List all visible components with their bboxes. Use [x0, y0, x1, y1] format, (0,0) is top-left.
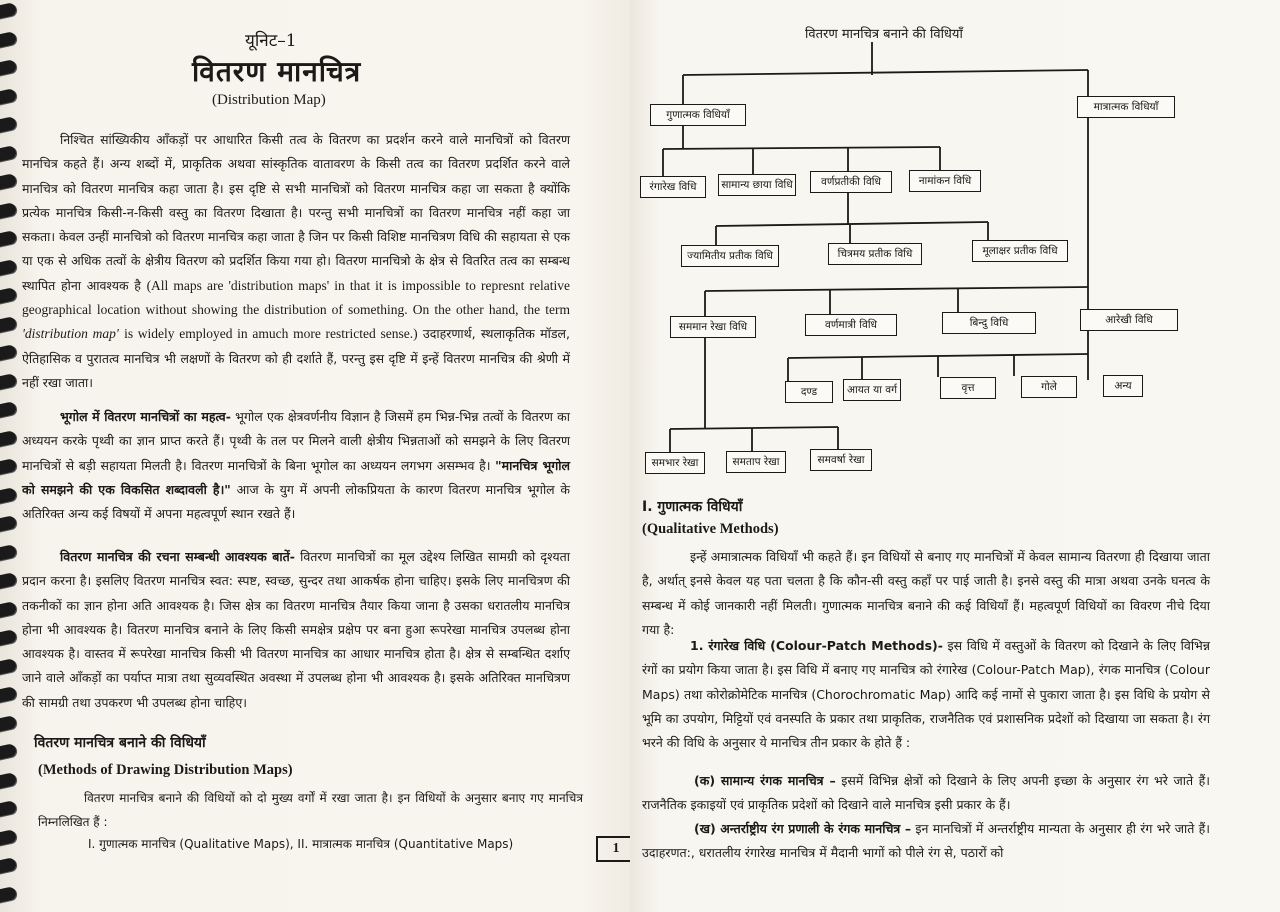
- left-page: [0, 0, 630, 912]
- method-1-paragraph: [642, 634, 1210, 755]
- node-diagrammatic: आरेखी विधि: [1080, 309, 1178, 331]
- spiral-coil: [0, 401, 17, 418]
- section-heading-en: (Qualitative Methods): [642, 521, 779, 537]
- intro-text-en-2: is widely employed in amuch more restricted sense.): [124, 326, 418, 342]
- spiral-coil: [0, 2, 17, 19]
- node-other: अन्य: [1103, 375, 1143, 397]
- importance-text-2: आज के युग में अपनी लोकप्रियता के कारण वितरण मानचित्र भूगोल के अतिरिक्त अन्य कई विषयों में अपना महत्वपूर्ण स्थान रखते हैं।: [22, 481, 570, 522]
- node-quantitative: मात्रात्मक विधियाँ: [1077, 96, 1175, 118]
- methods-list-text: I. गुणात्मक मानचित्र (Qualitative Maps), II. मात्रात्मक मानचित्र (Quantitative Maps): [88, 837, 514, 851]
- methods-heading-hi: वितरण मानचित्र बनाने की विधियाँ: [34, 735, 206, 751]
- node-isopleth: सममान रेखा विधि: [670, 316, 756, 338]
- spiral-coil: [0, 430, 17, 447]
- node-choropleth: वर्णमात्री विधि: [805, 314, 897, 336]
- node-rectangle: आयत या वर्ग: [843, 379, 901, 401]
- spiral-coil: [0, 145, 17, 162]
- intro-paragraph: [22, 128, 570, 395]
- spiral-coil: [0, 544, 17, 561]
- chapter-title: वितरण मानचित्र: [192, 55, 362, 88]
- method-1-text: इस विधि में वस्तुओं के वितरण को दिखाने के लिए विभिन्न रंगों का प्रयोग किया जाता है। इस विधि में बनाए गए मानचित्र को रंगारेख (Colour-Patch Map), रंगक मानचित्र (Colour Maps) तथा कोरोक्रोमेटिक मानचित्र (Chorochromatic Map) आदि कई नामों से पुकारा जाता है। इस विधि के प्रयोग से भूमि का उपयोग, मिट्टियों एवं वनस्पति के प्रकार तथा प्राकृतिक, राजनैतिक एवं प्रशासनिक प्रदेशों को दिखाया जा सकता है। रंग भरने की विधि के अनुसार ये मानचित्र तीन प्रकार के होते हैं :: [642, 638, 1210, 751]
- spiral-coil: [0, 601, 17, 618]
- node-dot: बिन्दु विधि: [942, 312, 1036, 334]
- diagram-title: वितरण मानचित्र बनाने की विधियाँ: [805, 27, 963, 42]
- importance-heading: भूगोल में वितरण मानचित्रों का महत्व-: [60, 409, 231, 424]
- node-isotherm: समताप रेखा: [726, 451, 786, 473]
- sub-a-paragraph: [642, 769, 1210, 818]
- spiral-coil: [0, 31, 17, 48]
- sub-b-text: इन मानचित्रों में अन्तर्राष्ट्रीय मान्यता के अनुसार ही रंग भरे जाते हैं। उदाहरणत:, धरातलीय रंगारेख मानचित्र में मैदानी भागों को पीले रंग से, पठारों को: [642, 821, 1210, 861]
- spiral-coil: [0, 572, 17, 589]
- requirements-heading: वितरण मानचित्र की रचना सम्बन्धी आवश्यक बातें-: [60, 549, 295, 564]
- spiral-coil: [0, 230, 17, 247]
- chapter-subtitle: (Distribution Map): [212, 92, 326, 108]
- node-general-shade: सामान्य छाया विधि: [718, 174, 796, 196]
- spiral-coil: [0, 173, 17, 190]
- methods-text: वितरण मानचित्र बनाने की विधियों को दो मुख्य वर्गों में रखा जाता है। इन विधियों के अनुसार बनाए गए मानचित्र निम्नलिखित हैं :: [38, 791, 583, 830]
- node-circle: वृत्त: [940, 377, 996, 399]
- intro-text-hi-1: निश्चित सांख्यिकीय आँकड़ों पर आधारित किसी तत्व के वितरण का प्रदर्शन करने वाले मानचित्रों को वितरण मानचित्र कहते हैं। अन्य शब्दों में, प्राकृतिक अथवा सांस्कृतिक वातावरण के किसी तत्व का वितरण प्रदर्शित करने वाले मानचित्र को वितरण मानचित्र कहा जाता है। इस दृष्टि से सभी मानचित्रों को वितरण मानचित्र कहा जा सकता है क्योंकि प्रत्येक मानचित्र किसी-न-किसी वस्तु का वितरण दिखाता है। परन्तु सभी मानचित्रों का वितरण मानचित्र नहीं कहा जा सकता। केवल उन्हीं मानचित्रो को वितरण मानचित्र कहा जाता है जिन पर किसी विशिष्ट मानचित्रण विधि की सहायता से एक या एक से अधिक तत्वों के क्षेत्रीय वितरण को प्रदर्शित किया गया हो। वितरण मानचित्रो के क्षेत्र से वितरित तत्व का सम्बन्ध स्थापित होना आवश्यक है: [22, 132, 570, 293]
- spiral-coil: [0, 344, 17, 361]
- importance-text-1: भूगोल एक क्षेत्रवर्णनीय विज्ञान है जिसमें हम भिन्न-भिन्न तत्वों के वितरण का अध्ययन करके पृथ्वी का ज्ञान प्राप्त करते हैं। पृथ्वी के तल पर मिलने वाली क्षेत्रीय भिन्नताओं को समझने के लिए वितरण मानचित्रों से बड़ी सहायता मिलती है। वितरण मानचित्रों के बिना भूगोल का अध्ययन लगभग असम्भव है।: [22, 409, 570, 473]
- intro-text-hi-2: उदाहरणार्थ, स्थलाकृतिक मॉडल, ऐतिहासिक व पुरातत्व मानचित्र भी लक्षणों के वितरण को ही दर्शाते हैं, परन्तु इस दृष्टि में इन्हें वितरण मानचित्र की श्रेणी में नहीं रखा जाता।: [22, 326, 570, 390]
- node-isohyet: समवर्षा रेखा: [810, 449, 872, 471]
- spiral-coil: [0, 886, 17, 903]
- requirements-text: वितरण मानचित्रों का मूल उद्देश्य लिखित सामग्री को दृश्यता प्रदान करना है। इसलिए वितरण मानचित्र स्वत: स्पष्ट, स्वच्छ, सुन्दर तथा आकर्षक होना चाहिए। इसके लिए मानचित्रण की तकनीकों का ज्ञान होना अति आवश्यक है। जिस क्षेत्र का वितरण मानचित्र तैयार किया जाना है उसका धरातलीय मानचित्र होना भी आवश्यक है। वितरण मानचित्र बनाने के लिए किसी समक्षेत्र प्रक्षेप पर बना हुआ रूपरेखा मानचित्र उपलब्ध होना आवश्यक है। वास्तव में रूपरेखा मानचित्र किसी भी वितरण मानचित्र का आधार मानचित्र होता है। क्षेत्र से सम्बन्धित दर्शाए जाने वाले आँकड़ों का पर्याप्त मात्रा तथा सुव्यवस्थित अवस्था में उपलब्ध होना भी आवश्यक है। इसके अतिरिक्त मानचित्रण की सामग्री तथा उपकरण भी उपलब्ध होना चाहिए।: [22, 549, 570, 710]
- node-letter: मूलाक्षर प्रतीक विधि: [972, 240, 1068, 262]
- page-number: 1: [596, 836, 636, 862]
- method-1-heading: 1. रंगारेख विधि (Colour-Patch Methods)-: [690, 638, 943, 653]
- sub-a-text: इसमें विभिन्न क्षेत्रों को दिखाने के लिए अपनी इच्छा के अनुसार रंग भरे जाते हैं। राजनैतिक इकाइयों एवं प्राकृतिक प्रदेशों को दिखाने वाले मानचित्र इसी प्रकार के हैं।: [642, 773, 1210, 813]
- node-geometric: ज्यामितीय प्रतीक विधि: [681, 245, 779, 267]
- spiral-coil: [0, 857, 17, 874]
- spiral-coil: [0, 658, 17, 675]
- sub-b-paragraph: [642, 817, 1210, 866]
- sub-b-heading: (ख) अन्तर्राष्ट्रीय रंग प्रणाली के रंगक मानचित्र –: [694, 821, 912, 836]
- importance-paragraph: [22, 405, 570, 526]
- node-sphere: गोले: [1021, 376, 1077, 398]
- section-heading-hi: I. गुणात्मक विधियाँ: [642, 499, 743, 515]
- methods-paragraph: [38, 786, 583, 835]
- qualitative-intro: [642, 545, 1210, 642]
- spiral-binding: [0, 0, 22, 912]
- requirements-paragraph: [22, 545, 570, 715]
- node-pictorial: चित्रमय प्रतीक विधि: [828, 243, 922, 265]
- importance-quote: "मानचित्र भूगोल को समझने की एक विकसित शब्दावली है।": [22, 457, 570, 497]
- connector-root-bar: [683, 70, 1088, 75]
- node-bar: दण्ड: [785, 381, 833, 403]
- spiral-coil: [0, 88, 17, 105]
- node-isobar: समभार रेखा: [645, 452, 705, 474]
- node-colour-patch: रंगारेख विधि: [640, 176, 706, 198]
- spiral-coil: [0, 116, 17, 133]
- spiral-coil: [0, 487, 17, 504]
- intro-text-en-italic: 'distribution map': [22, 326, 119, 342]
- spiral-coil: [0, 743, 17, 760]
- spiral-coil: [0, 829, 17, 846]
- sub-a-heading: (क) सामान्य रंगक मानचित्र –: [694, 773, 836, 788]
- methods-list: [88, 832, 588, 856]
- spiral-coil: [0, 373, 17, 390]
- spiral-coil: [0, 202, 17, 219]
- spiral-coil: [0, 287, 17, 304]
- spiral-coil: [0, 59, 17, 76]
- node-qualitative: गुणात्मक विधियाँ: [650, 104, 746, 126]
- methods-tree-diagram: [630, 0, 1280, 490]
- spiral-coil: [0, 316, 17, 333]
- spiral-coil: [0, 515, 17, 532]
- spiral-coil: [0, 715, 17, 732]
- spiral-coil: [0, 686, 17, 703]
- intro-text-en-1: (All maps are 'distribution maps' in that it is impossible to represnt relative geographical location without showing the distribution of something. On the other hand, the term: [22, 277, 570, 318]
- qualitative-intro-text: इन्हें अमात्रात्मक विधियाँ भी कहते हैं। इन विधियों से बनाए गए मानचित्रों में केवल सामान्य वितरणा ही दिखाया जाता है, अर्थात् इनसे केवल यह पता चलता है कि कौन-सी वस्तु कहाँ पर पाई जाती है। इनसे वस्तु की मात्रा अथवा उनके घनत्व के सम्बन्ध में कोई जानकारी नहीं मिलती। गुणात्मक मानचित्र बनाने की कई विधियाँ हैं। महत्वपूर्ण विधियों का विवरण नीचे दिया गया है:: [642, 549, 1210, 637]
- spiral-coil: [0, 629, 17, 646]
- methods-heading-en: (Methods of Drawing Distribution Maps): [38, 762, 293, 778]
- spiral-coil: [0, 772, 17, 789]
- node-naming: नामांकन विधि: [909, 170, 981, 192]
- spiral-coil: [0, 800, 17, 817]
- spiral-coil: [0, 458, 17, 475]
- spiral-coil: [0, 259, 17, 276]
- node-symbol: वर्णप्रतीकी विधि: [810, 171, 892, 193]
- unit-label: यूनिट–1: [245, 31, 297, 51]
